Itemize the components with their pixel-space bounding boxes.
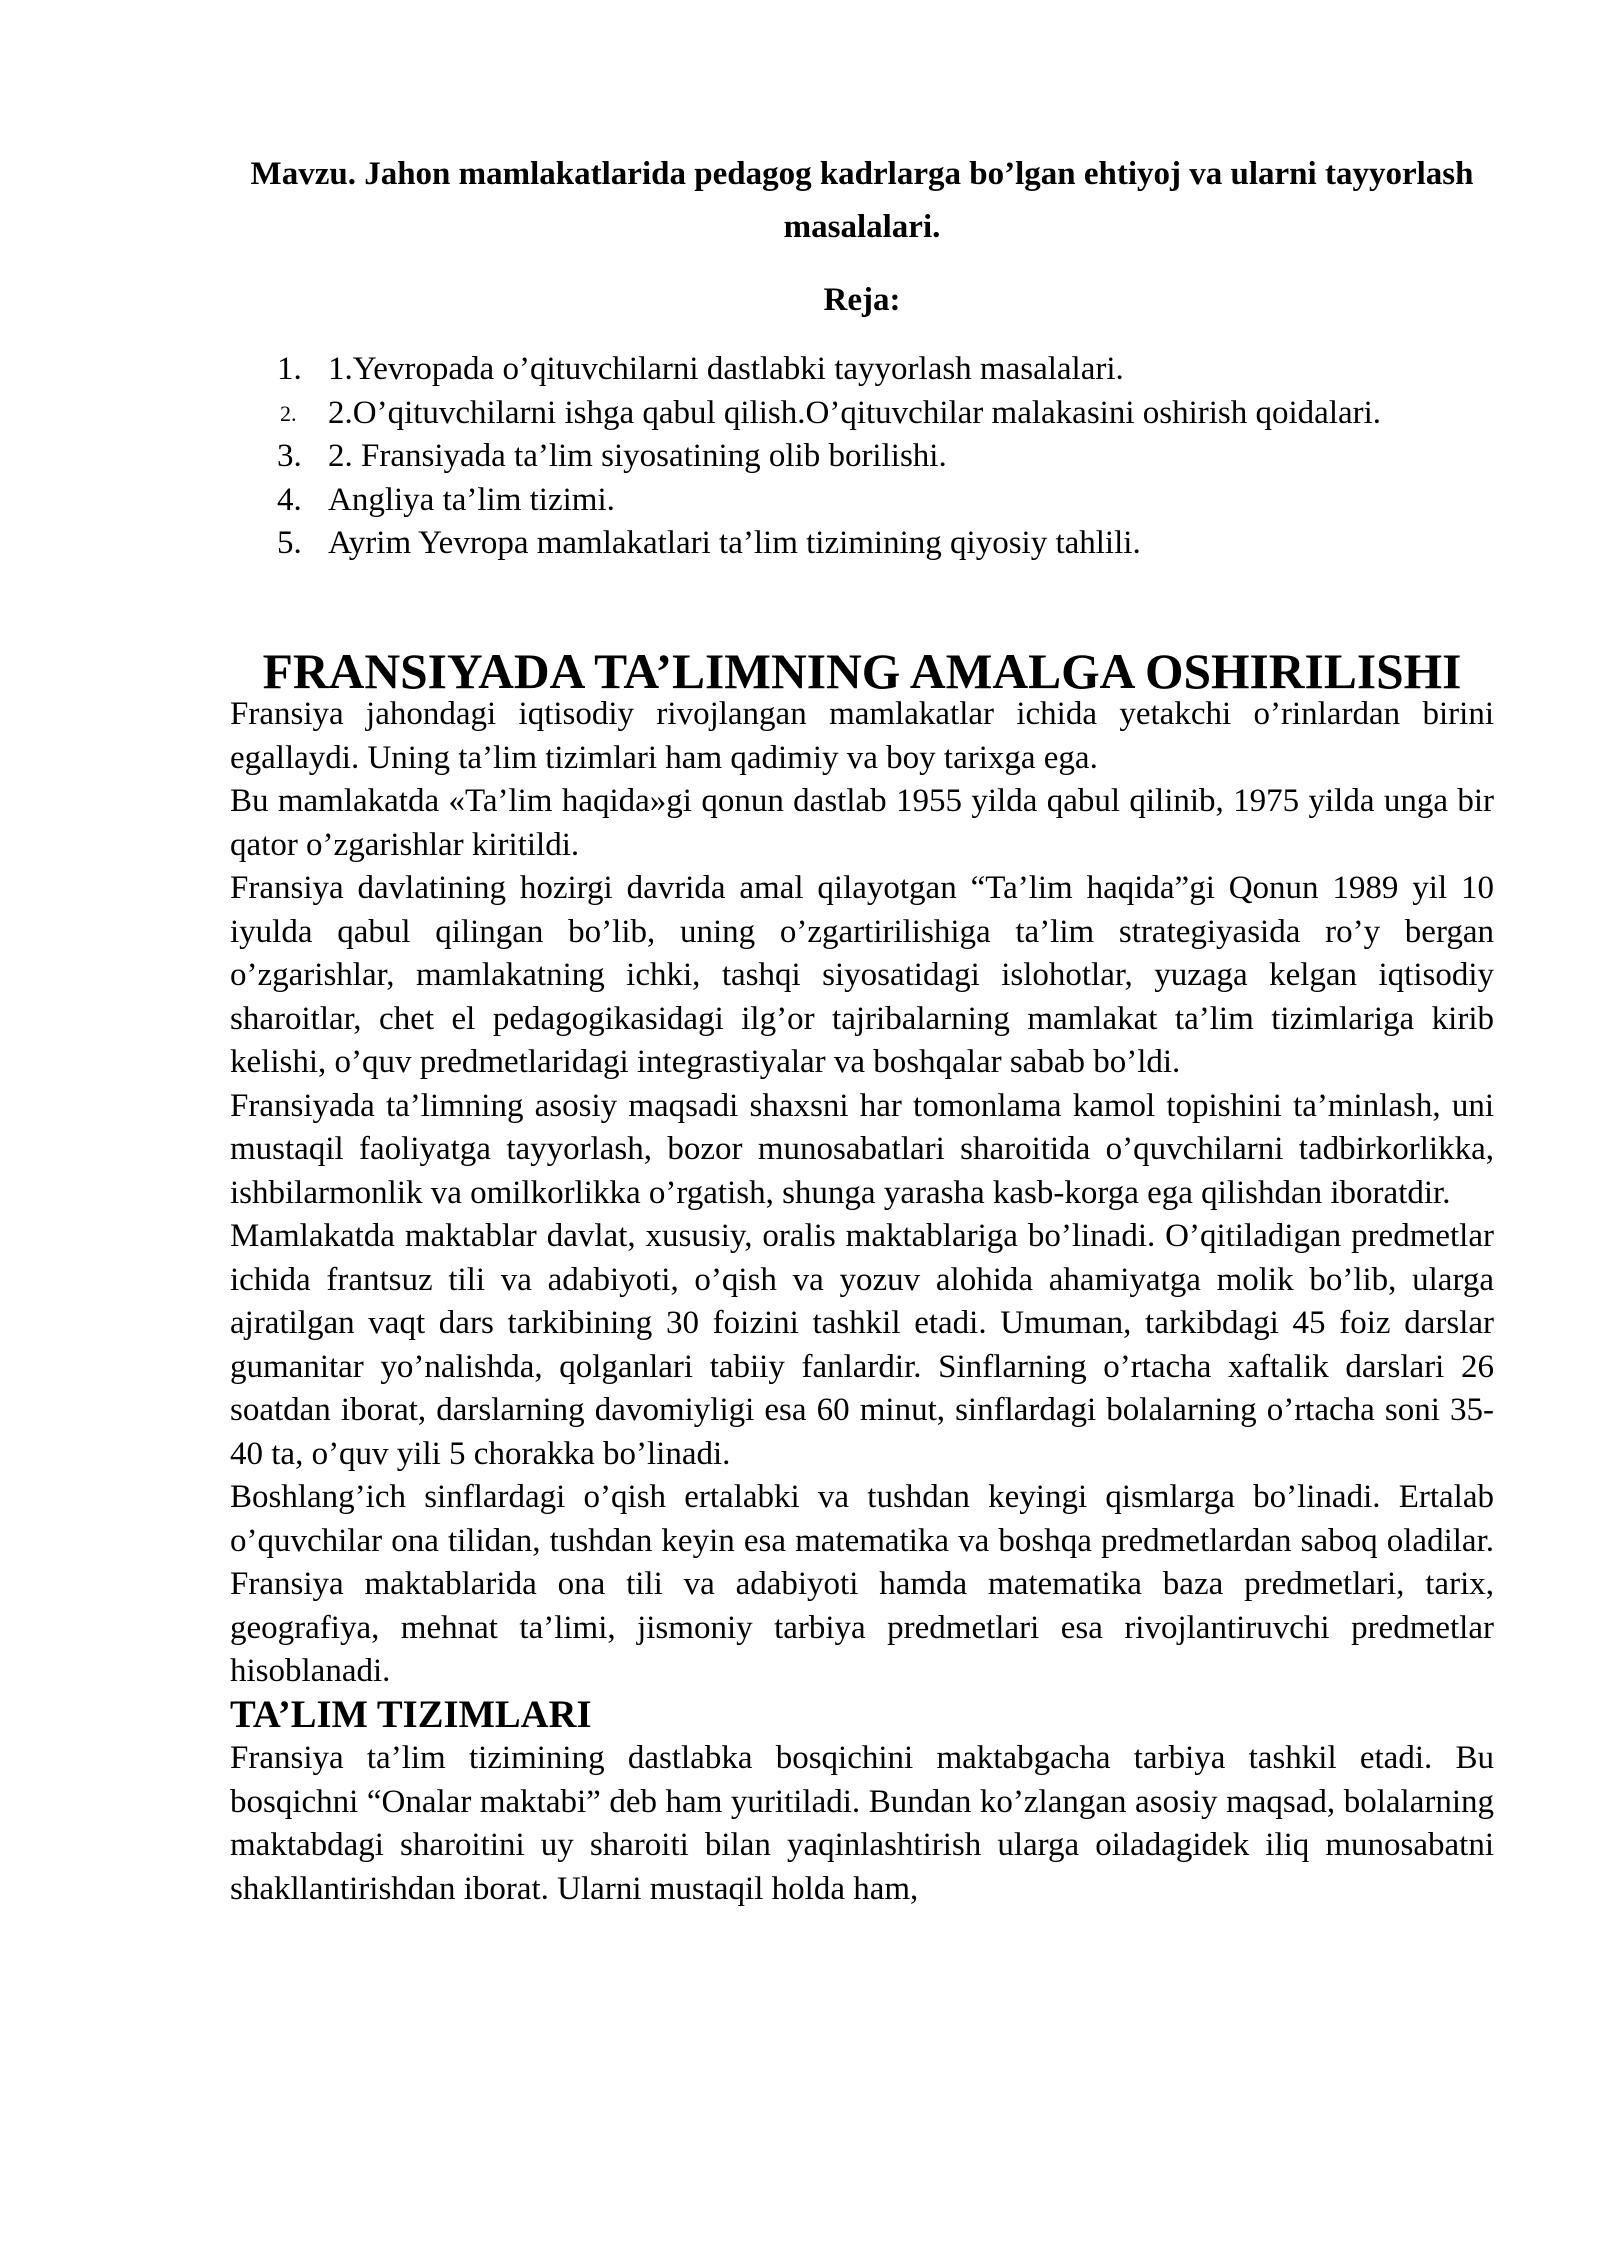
plan-item-text: 1.Yevropada o’qituvchilarni dastlabki tayyorlash masalalari. xyxy=(328,351,1124,387)
document-page xyxy=(230,148,1494,1911)
plan-item xyxy=(230,522,1494,566)
plan-item-number: 5. xyxy=(277,525,302,561)
body-paragraph: Bu mamlakatda «Ta’lim haqida»gi qonun dastlab 1955 yilda qabul qilinib, 1975 yilda unga bir qator o’zgarishlar kiritildi. xyxy=(230,783,1494,863)
plan-item xyxy=(230,435,1494,479)
document-title: Mavzu. Jahon mamlakatlarida pedagog kadrlarga bo’lgan ehtiyoj va ularni tayyorlash masalalari. xyxy=(250,156,1474,245)
body-paragraph: Fransiya davlatining hozirgi davrida amal qilayotgan “Ta’lim haqida”gi Qonun 1989 yil 10 iyulda qabul qilingan bo’lib, uning o’zgartirilishiga ta’lim strategiyasida ro’y bergan o’zgarishlar, mamlakatning ichki, tashqi siyosatidagi islohotlar, yuzaga kelgan iqtisodiy sharoitlar, chet el pedagogikasidagi ilg’or tajribalarning mamlakat ta’lim tizimlariga kirib kelishi, o’quv predmetlaridagi integrastiyalar va boshqalar sabab bo’ldi. xyxy=(230,870,1494,1080)
plan-item-number: 1. xyxy=(277,351,302,387)
plan-list xyxy=(230,348,1494,566)
sub-heading: TA’LIM TIZIMLARI xyxy=(230,1693,592,1736)
plan-heading: Reja: xyxy=(823,282,901,318)
body-paragraph: Fransiya jahondagi iqtisodiy rivojlangan mamlakatlar ichida yetakchi o’rinlardan birini egallaydi. Uning ta’lim tizimlari ham qadimiy va boy tarixga ega. xyxy=(230,696,1494,776)
section-heading: FRANSIYADA TA’LIMNING AMALGA OSHIRILISHI xyxy=(262,643,1462,699)
body-paragraph: Boshlang’ich sinflardagi o’qish ertalabki va tushdan keyingi qismlarga bo’linadi. Ertalab o’quvchilar ona tilidan, tushdan keyin esa matematika va boshqa predmetlardan saboq oladilar. Fransiya maktablarida ona tili va adabiyoti hamda matematika baza predmetlari, tarix, geografiya, mehnat ta’limi, jismoniy tarbiya predmetlari esa rivojlantiruvchi predmetlar hisoblanadi. xyxy=(230,1479,1494,1689)
plan-item-text: 2. Fransiyada ta’lim siyosatining olib borilishi. xyxy=(328,438,947,474)
plan-item xyxy=(230,348,1494,392)
body-paragraph: Mamlakatda maktablar davlat, xususiy, oralis maktablariga bo’linadi. O’qitiladigan predmetlar ichida frantsuz tili va adabiyoti, o’qish va yozuv alohida ahamiyatga molik bo’lib, ularga ajratilgan vaqt dars tarkibining 30 foizini tashkil etadi. Umuman, tarkibdagi 45 foiz darslar gumanitar yo’nalishda, qolganlari tabiiy fanlardir. Sinflarning o’rtacha xaftalik darslari 26 soatdan iborat, darslarning davomiyligi esa 60 minut, sinflardagi bolalarning o’rtacha soni 35-40 ta, o’quv yili 5 chorakka bo’linadi. xyxy=(230,1218,1494,1472)
plan-item xyxy=(230,479,1494,523)
plan-item-text: Angliya ta’lim tizimi. xyxy=(328,481,615,518)
plan-item-number: 3. xyxy=(277,438,302,474)
plan-item xyxy=(230,392,1494,436)
plan-item-text: 2.O’qituvchilarni ishga qabul qilish.O’qituvchilar malakasini oshirish qoidalari. xyxy=(328,394,1382,431)
body-paragraph: Fransiyada ta’limning asosiy maqsadi shaxsni har tomonlama kamol topishini ta’minlash, uni mustaqil faoliyatga tayyorlash, bozor munosabatlari sharoitida o’quvchilarni tadbirkorlikka, ishbilarmonlik va omilkorlikka o’rgatish, shunga yarasha kasb-korga ega qilishdan iboratdir. xyxy=(230,1087,1494,1211)
plan-item-text: Ayrim Yevropa mamlakatlari ta’lim tizimining qiyosiy tahlili. xyxy=(328,525,1141,561)
plan-item-number: 2. xyxy=(280,400,297,426)
body-paragraph: Fransiya ta’lim tizimining dastlabka bosqichini maktabgacha tarbiya tashkil etadi. Bu bosqichni “Onalar maktabi” deb ham yuritiladi. Bundan ko’zlangan asosiy maqsad, bolalarning maktabdagi sharoitini uy sharoiti bilan yaqinlashtirish ularga oiladagidek iliq munosabatni shakllantirishdan iborat. Ularni mustaqil holda ham, xyxy=(230,1740,1494,1907)
plan-item-number: 4. xyxy=(277,481,302,518)
